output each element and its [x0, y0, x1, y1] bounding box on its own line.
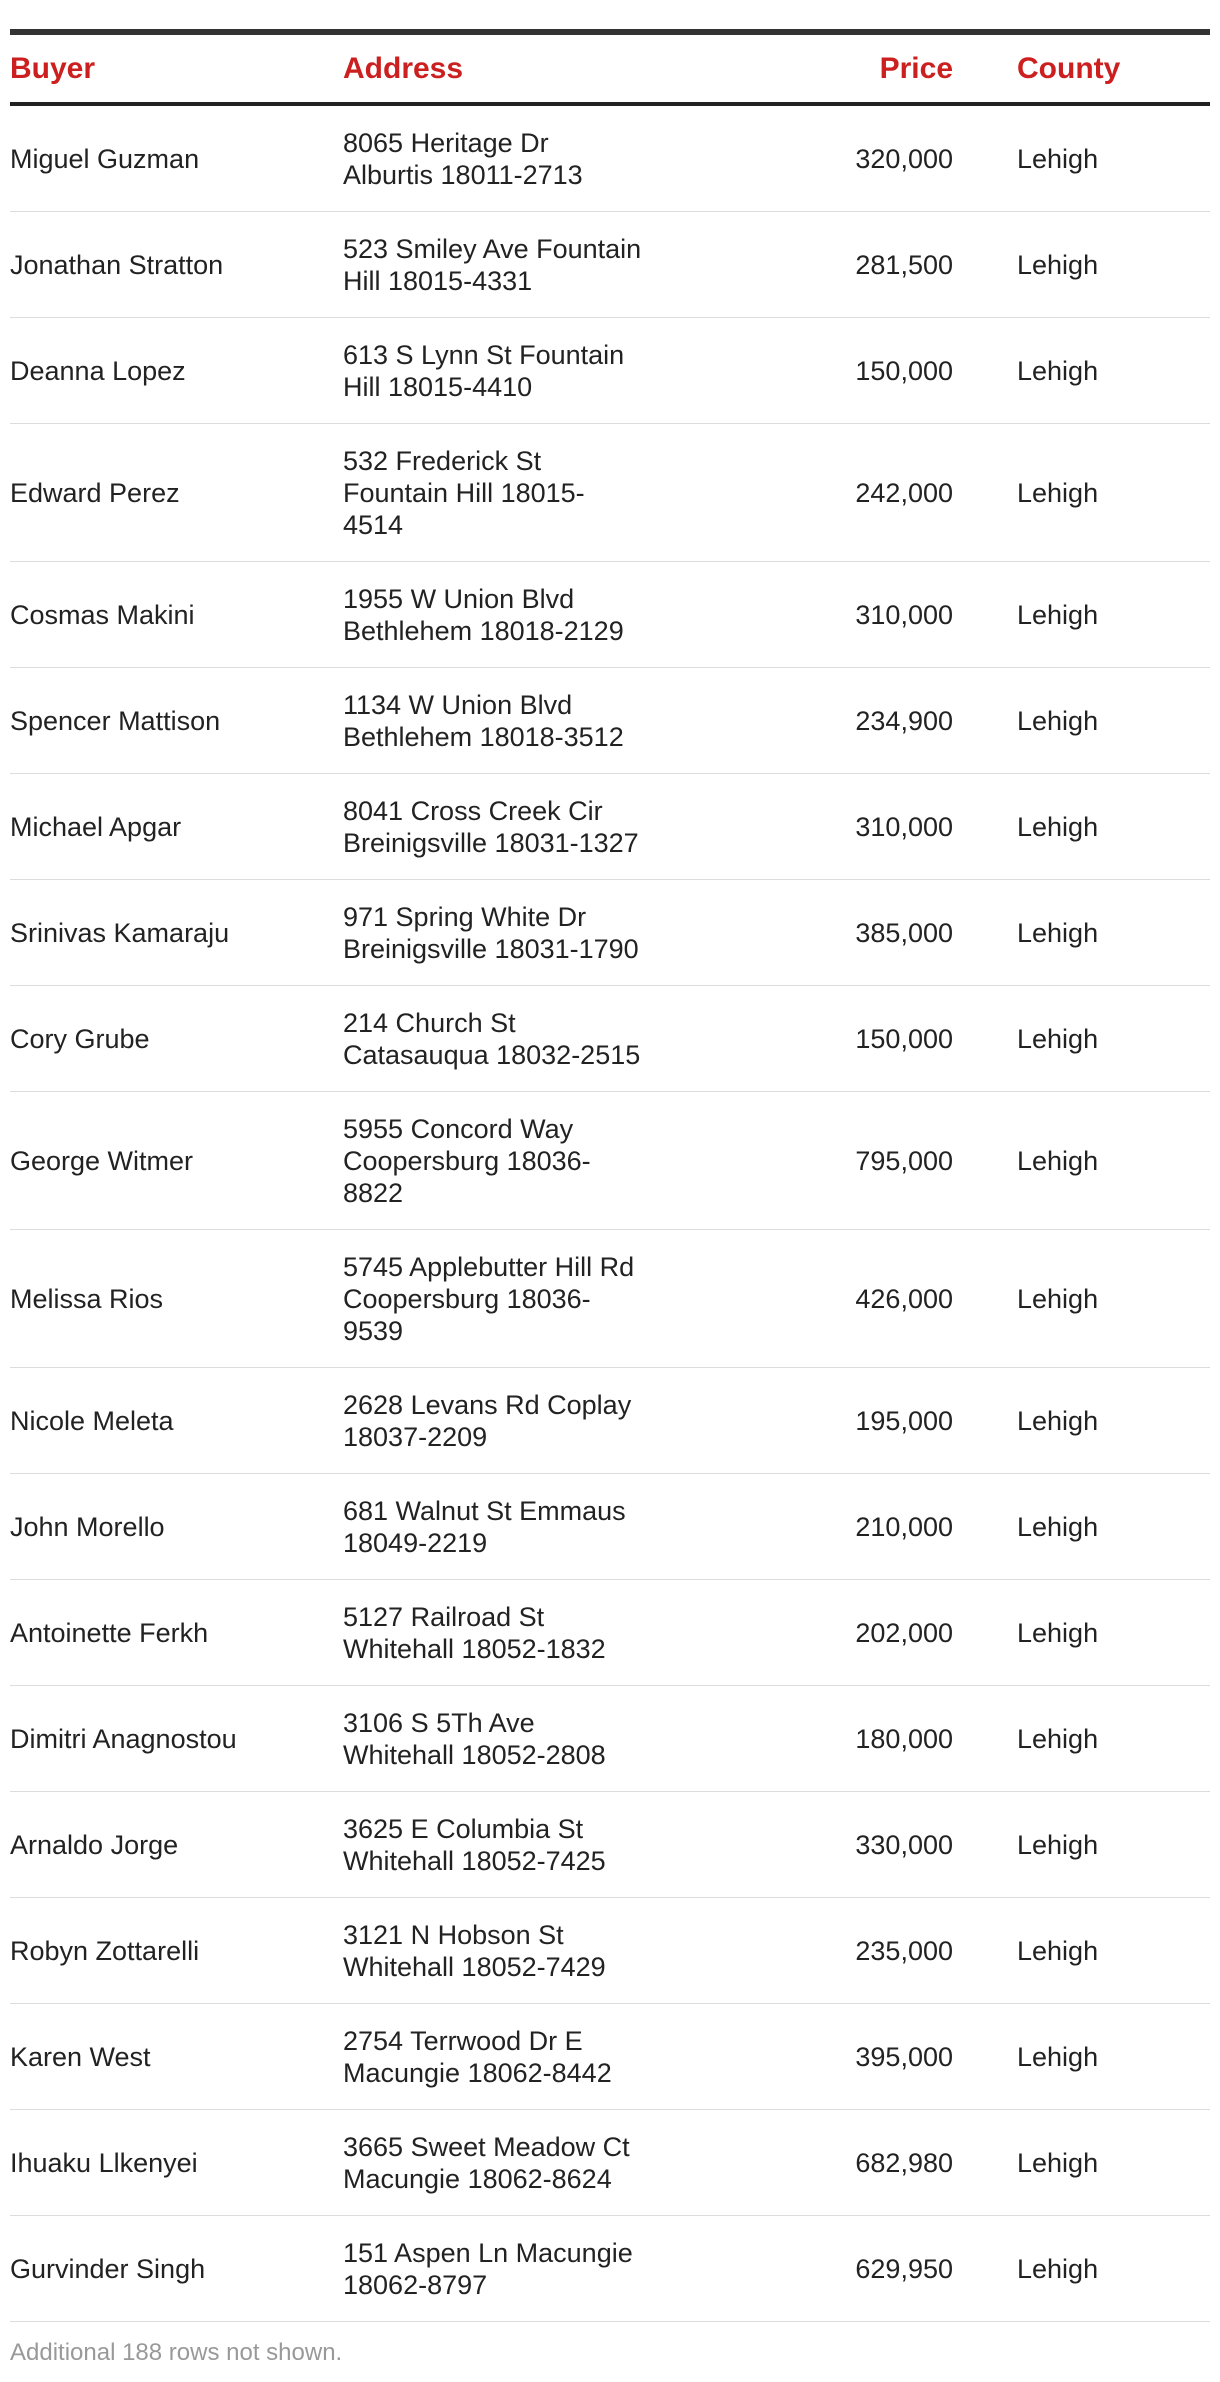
table-row — [10, 668, 1210, 774]
address-cell: 3106 S 5Th Ave Whitehall 18052-2808 — [343, 1707, 606, 1770]
table-header — [10, 35, 1210, 106]
table-row — [10, 1686, 1210, 1792]
price-cell: 242,000 — [855, 477, 953, 508]
county-cell: Lehigh — [1017, 2147, 1099, 2178]
price-cell: 150,000 — [855, 1023, 953, 1054]
column-header-address[interactable]: Address — [343, 51, 464, 85]
buyer-cell: Edward Perez — [10, 477, 180, 508]
table-row — [10, 986, 1210, 1092]
table-row — [10, 2004, 1210, 2110]
table-row — [10, 2216, 1210, 2322]
buyer-cell: Nicole Meleta — [10, 1405, 174, 1436]
price-cell: 310,000 — [855, 811, 953, 842]
price-cell: 150,000 — [855, 355, 953, 386]
column-header-price[interactable]: Price — [879, 51, 953, 85]
address-cell: 151 Aspen Ln Macungie 18062-8797 — [343, 2237, 633, 2300]
table-row — [10, 562, 1210, 668]
price-cell: 426,000 — [855, 1283, 953, 1314]
column-header-county[interactable]: County — [1017, 51, 1121, 85]
buyer-cell: Gurvinder Singh — [10, 2253, 206, 2284]
county-cell: Lehigh — [1017, 1511, 1099, 1542]
address-cell: 3665 Sweet Meadow Ct Macungie 18062-8624 — [343, 2131, 630, 2194]
county-cell: Lehigh — [1017, 1935, 1099, 1966]
county-cell: Lehigh — [1017, 1405, 1099, 1436]
buyer-cell: George Witmer — [10, 1145, 194, 1176]
address-cell: 3625 E Columbia St Whitehall 18052-7425 — [343, 1813, 606, 1876]
county-cell: Lehigh — [1017, 705, 1099, 736]
address-cell: 971 Spring White Dr Breinigsville 18031-1790 — [343, 901, 639, 964]
county-cell: Lehigh — [1017, 477, 1099, 508]
address-cell: 5955 Concord Way Coopersburg 18036-8822 — [343, 1113, 591, 1208]
price-cell: 330,000 — [855, 1829, 953, 1860]
column-header-buyer[interactable]: Buyer — [10, 51, 96, 85]
buyer-cell: Melissa Rios — [10, 1283, 164, 1314]
address-cell: 214 Church St Catasauqua 18032-2515 — [343, 1007, 641, 1070]
buyer-cell: Arnaldo Jorge — [10, 1829, 179, 1860]
buyer-cell: John Morello — [10, 1511, 165, 1542]
buyer-cell: Antoinette Ferkh — [10, 1617, 209, 1648]
buyer-cell: Dimitri Anagnostou — [10, 1723, 237, 1754]
county-cell: Lehigh — [1017, 2253, 1099, 2284]
price-cell: 795,000 — [855, 1145, 953, 1176]
county-cell: Lehigh — [1017, 249, 1099, 280]
county-cell: Lehigh — [1017, 355, 1099, 386]
table-row — [10, 1474, 1210, 1580]
price-cell: 195,000 — [855, 1405, 953, 1436]
county-cell: Lehigh — [1017, 1145, 1099, 1176]
address-cell: 5127 Railroad St Whitehall 18052-1832 — [343, 1601, 606, 1664]
county-cell: Lehigh — [1017, 1829, 1099, 1860]
address-cell: 532 Frederick St Fountain Hill 18015-4514 — [343, 445, 585, 540]
address-cell: 613 S Lynn St Fountain Hill 18015-4410 — [343, 339, 625, 402]
rows-not-shown-note: Additional 188 rows not shown. — [10, 2339, 343, 2366]
table-row — [10, 774, 1210, 880]
table-row — [10, 424, 1210, 562]
buyer-cell: Srinivas Kamaraju — [10, 917, 230, 948]
address-cell: 1134 W Union Blvd Bethlehem 18018-3512 — [343, 689, 624, 752]
county-cell: Lehigh — [1017, 1023, 1099, 1054]
buyer-cell: Michael Apgar — [10, 811, 182, 842]
address-cell: 2628 Levans Rd Coplay 18037-2209 — [343, 1389, 632, 1452]
county-cell: Lehigh — [1017, 599, 1099, 630]
price-cell: 202,000 — [855, 1617, 953, 1648]
address-cell: 523 Smiley Ave Fountain Hill 18015-4331 — [343, 233, 642, 296]
county-cell: Lehigh — [1017, 811, 1099, 842]
price-cell: 629,950 — [855, 2253, 953, 2284]
buyer-cell: Cosmas Makini — [10, 599, 195, 630]
price-cell: 682,980 — [855, 2147, 953, 2178]
county-cell: Lehigh — [1017, 143, 1099, 174]
table-row — [10, 1092, 1210, 1230]
table-row — [10, 1368, 1210, 1474]
address-cell: 5745 Applebutter Hill Rd Coopersburg 18036-9539 — [343, 1251, 635, 1346]
address-cell: 3121 N Hobson St Whitehall 18052-7429 — [343, 1919, 606, 1982]
table-row — [10, 212, 1210, 318]
price-cell: 180,000 — [855, 1723, 953, 1754]
buyer-cell: Ihuaku Llkenyei — [10, 2147, 198, 2178]
table-row — [10, 1230, 1210, 1368]
price-cell: 395,000 — [855, 2041, 953, 2072]
county-cell: Lehigh — [1017, 1283, 1099, 1314]
price-cell: 235,000 — [855, 1935, 953, 1966]
table-row — [10, 1792, 1210, 1898]
county-cell: Lehigh — [1017, 1723, 1099, 1754]
table-row — [10, 1898, 1210, 2004]
buyer-cell: Spencer Mattison — [10, 705, 221, 736]
table-row — [10, 880, 1210, 986]
buyer-cell: Jonathan Stratton — [10, 249, 224, 280]
buyer-cell: Robyn Zottarelli — [10, 1935, 200, 1966]
county-cell: Lehigh — [1017, 1617, 1099, 1648]
buyer-cell: Miguel Guzman — [10, 143, 200, 174]
price-cell: 385,000 — [855, 917, 953, 948]
address-cell: 2754 Terrwood Dr E Macungie 18062-8442 — [343, 2025, 612, 2088]
address-cell: 681 Walnut St Emmaus 18049-2219 — [343, 1495, 626, 1558]
table-row — [10, 106, 1210, 212]
table-row — [10, 1580, 1210, 1686]
county-cell: Lehigh — [1017, 917, 1099, 948]
address-cell: 1955 W Union Blvd Bethlehem 18018-2129 — [343, 583, 624, 646]
address-cell: 8065 Heritage Dr Alburtis 18011-2713 — [343, 127, 583, 190]
buyer-cell: Karen West — [10, 2041, 151, 2072]
buyer-cell: Deanna Lopez — [10, 355, 186, 386]
price-cell: 234,900 — [855, 705, 953, 736]
county-cell: Lehigh — [1017, 2041, 1099, 2072]
table-row — [10, 318, 1210, 424]
price-cell: 310,000 — [855, 599, 953, 630]
price-cell: 210,000 — [855, 1511, 953, 1542]
data-table — [10, 0, 1210, 2367]
buyer-cell: Cory Grube — [10, 1023, 150, 1054]
address-cell: 8041 Cross Creek Cir Breinigsville 18031-1327 — [343, 795, 639, 858]
table-row — [10, 2110, 1210, 2216]
price-cell: 281,500 — [855, 249, 953, 280]
price-cell: 320,000 — [855, 143, 953, 174]
